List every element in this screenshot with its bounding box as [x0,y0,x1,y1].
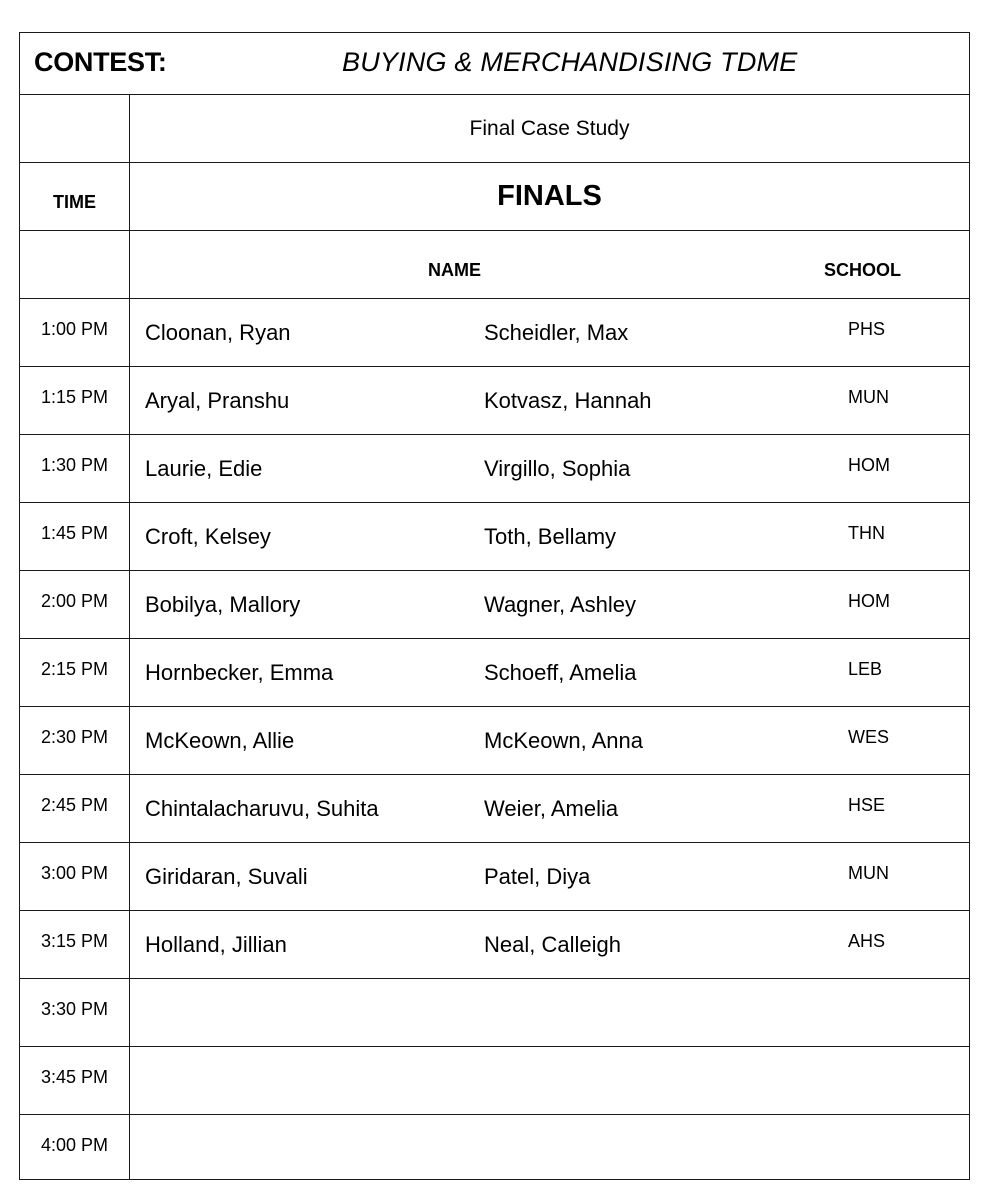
name-heading: NAME [428,260,481,280]
competitor-name-1: Giridaran, Suvali [145,864,308,889]
contest-label: CONTEST: [34,47,167,77]
time-cell: 1:00 PM [40,319,109,339]
school-code: LEB [848,659,883,679]
competitor-name-2: Neal, Calleigh [484,932,621,957]
competitor-name-1: McKeown, Allie [145,728,295,753]
competitor-name-1: Croft, Kelsey [145,524,271,549]
school-code: HSE [848,795,886,815]
competitor-name-2: Virgillo, Sophia [484,456,631,481]
school-code: WES [848,727,890,747]
time-cell: 2:45 PM [40,795,109,815]
time-cell: 3:30 PM [40,999,109,1019]
table-row [20,639,969,707]
contest-name: BUYING & MERCHANDISING TDME [342,47,798,77]
table-row [20,1115,969,1183]
school-code: HOM [848,591,890,611]
time-cell: 1:15 PM [40,387,109,407]
table-row [20,299,969,367]
subtitle-row [20,95,969,163]
time-cell: 2:15 PM [40,659,109,679]
table-row [20,979,969,1047]
time-cell: 3:00 PM [40,863,109,883]
competitor-name-1: Bobilya, Mallory [145,592,301,617]
competitor-name-1: Hornbecker, Emma [145,660,334,685]
school-code: THN [848,523,885,543]
competitor-name-2: McKeown, Anna [484,728,643,753]
competitor-name-1: Aryal, Pranshu [145,388,290,413]
competitor-name-1: Cloonan, Ryan [145,320,291,345]
school-code: PHS [848,319,886,339]
subtitle: Final Case Study [469,117,630,140]
time-cell: 3:45 PM [40,1067,109,1087]
competitor-name-1: Laurie, Edie [145,456,263,481]
competitor-name-2: Kotvasz, Hannah [484,388,652,413]
round-row [20,163,969,231]
contest-header-row [20,33,969,95]
schedule-table [19,32,970,1180]
school-code: HOM [848,455,890,475]
time-cell: 2:00 PM [40,591,109,611]
time-cell: 2:30 PM [40,727,109,747]
school-code: MUN [848,387,889,407]
competitor-name-2: Patel, Diya [484,864,591,889]
competitor-name-2: Wagner, Ashley [484,592,637,617]
table-row [20,911,969,979]
time-cell: 3:15 PM [40,931,109,951]
school-heading: SCHOOL [824,260,902,280]
table-row [20,707,969,775]
table-row [20,503,969,571]
competitor-name-2: Schoeff, Amelia [484,660,637,685]
competitor-name-2: Toth, Bellamy [484,524,617,549]
table-row [20,775,969,843]
time-heading: TIME [53,192,96,212]
table-row [20,367,969,435]
table-row [20,1047,969,1115]
competitor-name-2: Scheidler, Max [484,320,629,345]
time-cell: 1:30 PM [40,455,109,475]
school-code: AHS [848,931,886,951]
table-row [20,435,969,503]
round-title: FINALS [497,180,602,212]
time-cell: 1:45 PM [40,523,109,543]
competitor-name-2: Weier, Amelia [484,796,619,821]
competitor-name-1: Holland, Jillian [145,932,287,957]
school-code: MUN [848,863,889,883]
column-header-row [20,231,969,299]
time-cell: 4:00 PM [40,1135,109,1155]
table-row [20,571,969,639]
table-row [20,843,969,911]
competitor-name-1: Chintalacharuvu, Suhita [145,796,379,821]
